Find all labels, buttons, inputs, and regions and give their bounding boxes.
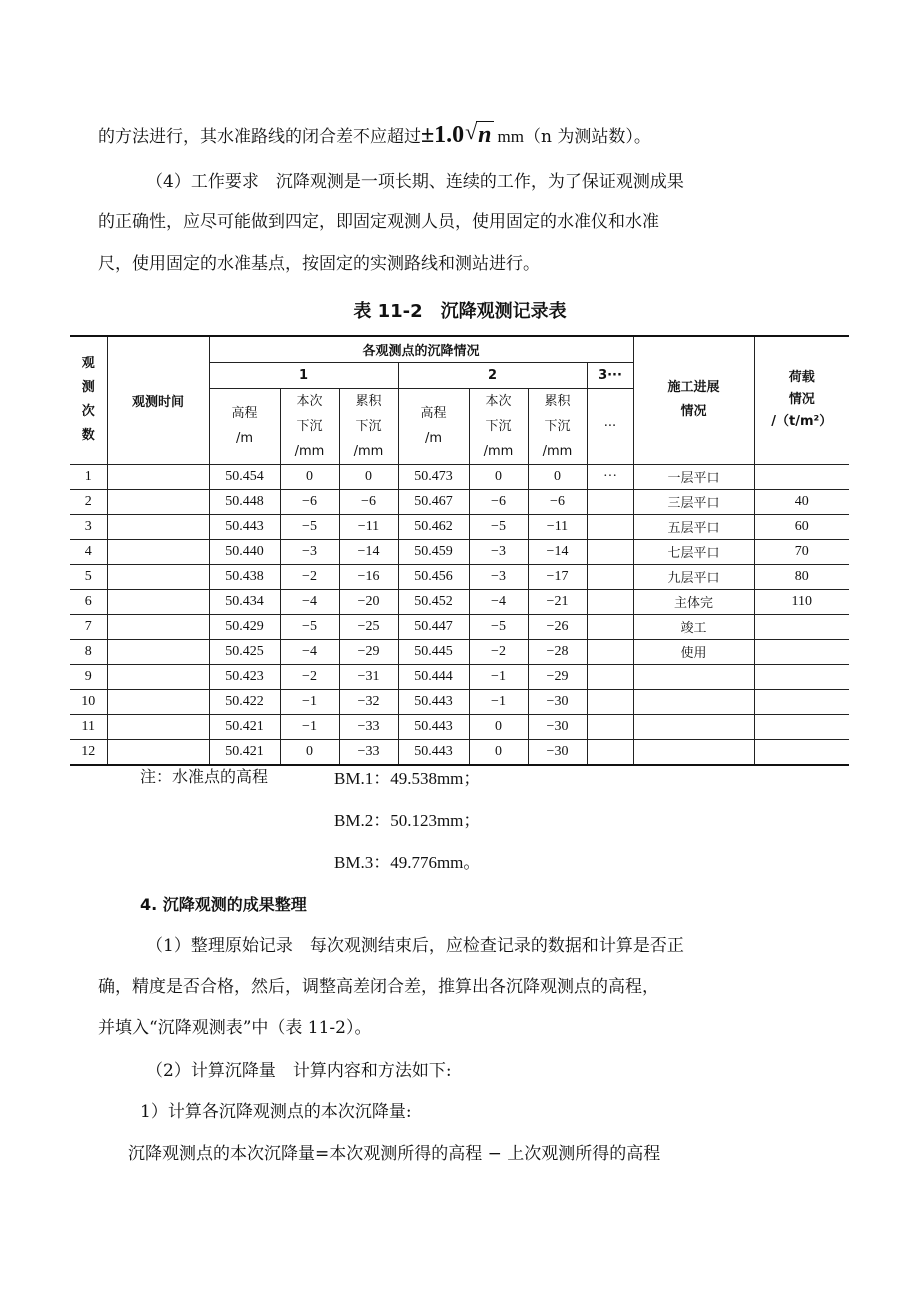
cell-c2: −30 (528, 689, 587, 714)
table-body (70, 464, 849, 765)
intro-line-1 (98, 119, 651, 148)
cell-s1: −4 (280, 639, 339, 664)
cell-s1: −5 (280, 514, 339, 539)
para4-line-2: 的正确性，应尽可能做到四定，即固定观测人员，使用固定的水准仪和水准 (98, 212, 659, 232)
cell-load: 110 (754, 589, 849, 614)
cell-e1: 50.421 (209, 739, 280, 765)
cell-p3 (587, 664, 633, 689)
para4-line-1: （4）工作要求 沉降观测是一项长期、连续的工作，为了保证观测成果 (146, 172, 684, 192)
formula-pm: ± (421, 122, 435, 148)
cell-load (754, 714, 849, 739)
cell-c2: −6 (528, 489, 587, 514)
cell-stage: 主体完 (633, 589, 754, 614)
cell-s1: −2 (280, 664, 339, 689)
cell-s1: −3 (280, 539, 339, 564)
cell-s1: −1 (280, 689, 339, 714)
cell-n: 6 (70, 589, 107, 614)
cell-time (107, 539, 209, 564)
intro-text: 的方法进行，其水准路线的闭合差不应超过 (98, 127, 421, 147)
cell-s2: −6 (469, 489, 528, 514)
cell-c2: −17 (528, 564, 587, 589)
cell-c1: −14 (339, 539, 398, 564)
cell-e1: 50.429 (209, 614, 280, 639)
para4-line-3: 尺，使用固定的水准基点，按固定的实测路线和测站进行。 (98, 254, 540, 274)
cell-e2: 50.444 (398, 664, 469, 689)
cell-s1: −4 (280, 589, 339, 614)
section-4-p1-line-2: 确，精度是否合格，然后，调整高差闭合差，推算出各沉降观测点的高程， (98, 977, 659, 997)
section-4-p3: 1）计算各沉降观测点的本次沉降量: (140, 1102, 412, 1122)
cell-time (107, 589, 209, 614)
cell-c1: −25 (339, 614, 398, 639)
cell-c1: −20 (339, 589, 398, 614)
cell-load (754, 689, 849, 714)
header-load: 荷载情况 /（t/m²） (754, 336, 849, 464)
cell-stage (633, 714, 754, 739)
table-row (70, 614, 849, 639)
table-row (70, 489, 849, 514)
cell-s2: −4 (469, 589, 528, 614)
table-row (70, 539, 849, 564)
benchmark-bm3: BM.3：49.776mm。 (334, 853, 481, 872)
benchmark-bm1: BM.1：49.538mm； (334, 769, 481, 788)
cell-e1: 50.422 (209, 689, 280, 714)
cell-s2: −5 (469, 614, 528, 639)
cell-c2: −11 (528, 514, 587, 539)
cell-s2: −5 (469, 514, 528, 539)
cell-time (107, 739, 209, 765)
header-construction: 施工进展情况 (633, 336, 754, 464)
cell-e1: 50.443 (209, 514, 280, 539)
cell-e2: 50.443 (398, 714, 469, 739)
cell-c1: −31 (339, 664, 398, 689)
header-total-settle-2: 累积下沉 /mm (528, 388, 587, 464)
cell-p3 (587, 714, 633, 739)
cell-c1: −33 (339, 714, 398, 739)
cell-p3 (587, 589, 633, 614)
cell-load: 80 (754, 564, 849, 589)
settlement-table (70, 335, 849, 766)
cell-s1: −1 (280, 714, 339, 739)
table-row (70, 464, 849, 489)
cell-n: 7 (70, 614, 107, 639)
cell-e1: 50.448 (209, 489, 280, 514)
cell-e2: 50.452 (398, 589, 469, 614)
cell-p3 (587, 739, 633, 765)
cell-time (107, 614, 209, 639)
cell-time (107, 689, 209, 714)
header-load-unit: /（t/m²） (771, 414, 833, 430)
section-4-p2: （2）计算沉降量 计算内容和方法如下: (146, 1061, 452, 1081)
sqrt-symbol: √ n (465, 119, 492, 148)
cell-n: 5 (70, 564, 107, 589)
section-4-p1-line-1: （1）整理原始记录 每次观测结束后，应检查记录的数据和计算是否正 (146, 936, 684, 956)
cell-n: 1 (70, 464, 107, 489)
cell-s2: 0 (469, 714, 528, 739)
cell-load (754, 639, 849, 664)
cell-e1: 50.421 (209, 714, 280, 739)
cell-p3 (587, 489, 633, 514)
cell-time (107, 714, 209, 739)
cell-time (107, 514, 209, 539)
cell-e2: 50.447 (398, 614, 469, 639)
header-elev-1: 高程 /m (209, 388, 280, 464)
cell-c2: −30 (528, 714, 587, 739)
cell-e2: 50.443 (398, 689, 469, 714)
header-obs-count: 观测次数 (70, 336, 107, 464)
closure-formula (421, 119, 494, 148)
cell-c2: −29 (528, 664, 587, 689)
cell-stage: 一层平口 (633, 464, 754, 489)
table-caption: 表 11-2 沉降观测记录表 (353, 301, 567, 322)
cell-p3 (587, 614, 633, 639)
cell-stage (633, 664, 754, 689)
cell-c2: −30 (528, 739, 587, 765)
formula-unit: mm (497, 127, 524, 146)
table-row (70, 589, 849, 614)
cell-p3 (587, 639, 633, 664)
cell-e1: 50.434 (209, 589, 280, 614)
cell-e1: 50.423 (209, 664, 280, 689)
cell-s1: −6 (280, 489, 339, 514)
cell-e2: 50.443 (398, 739, 469, 765)
cell-c2: −26 (528, 614, 587, 639)
cell-c2: −21 (528, 589, 587, 614)
cell-load (754, 739, 849, 765)
section-4-p1-line-3: 并填入“沉降观测表”中（表 11-2）。 (98, 1018, 372, 1038)
cell-s2: −1 (469, 664, 528, 689)
cell-stage: 竣工 (633, 614, 754, 639)
cell-c2: −28 (528, 639, 587, 664)
cell-n: 10 (70, 689, 107, 714)
table-header (70, 336, 849, 464)
cell-e2: 50.456 (398, 564, 469, 589)
cell-n: 8 (70, 639, 107, 664)
formula-n: n (478, 122, 492, 148)
cell-e2: 50.462 (398, 514, 469, 539)
cell-load (754, 614, 849, 639)
benchmark-note-label: 注：水准点的高程 (140, 767, 269, 786)
table-row (70, 664, 849, 689)
cell-s1: 0 (280, 739, 339, 765)
formula-number: 1.0 (434, 122, 465, 148)
cell-s1: −5 (280, 614, 339, 639)
header-this-settle-2: 本次下沉 /mm (469, 388, 528, 464)
cell-load: 70 (754, 539, 849, 564)
cell-n: 11 (70, 714, 107, 739)
cell-e2: 50.473 (398, 464, 469, 489)
cell-c1: −32 (339, 689, 398, 714)
cell-c1: −16 (339, 564, 398, 589)
cell-e1: 50.425 (209, 639, 280, 664)
cell-load (754, 664, 849, 689)
cell-s2: 0 (469, 464, 528, 489)
header-point-2: 2 (398, 362, 587, 388)
cell-stage: 七层平口 (633, 539, 754, 564)
cell-time (107, 464, 209, 489)
section-4-heading: 4. 沉降观测的成果整理 (140, 895, 307, 914)
cell-e2: 50.445 (398, 639, 469, 664)
header-point-3: 3··· (587, 362, 633, 388)
table-row (70, 714, 849, 739)
cell-c2: −14 (528, 539, 587, 564)
cell-s1: 0 (280, 464, 339, 489)
cell-e1: 50.440 (209, 539, 280, 564)
cell-c1: −6 (339, 489, 398, 514)
table-row (70, 514, 849, 539)
cell-n: 4 (70, 539, 107, 564)
cell-stage: 三层平口 (633, 489, 754, 514)
cell-n: 12 (70, 739, 107, 765)
cell-load (754, 464, 849, 489)
cell-c1: −11 (339, 514, 398, 539)
cell-time (107, 564, 209, 589)
cell-p3 (587, 539, 633, 564)
header-point-1: 1 (209, 362, 398, 388)
cell-load: 60 (754, 514, 849, 539)
cell-n: 3 (70, 514, 107, 539)
header-obs-time: 观测时间 (107, 336, 209, 464)
cell-p3: ··· (587, 464, 633, 489)
cell-c2: 0 (528, 464, 587, 489)
cell-e2: 50.467 (398, 489, 469, 514)
table-row (70, 689, 849, 714)
cell-p3 (587, 689, 633, 714)
cell-stage: 五层平口 (633, 514, 754, 539)
benchmark-bm2: BM.2：50.123mm； (334, 811, 481, 830)
table-row (70, 739, 849, 765)
cell-e1: 50.438 (209, 564, 280, 589)
table-row (70, 564, 849, 589)
header-total-settle-1: 累积下沉 /mm (339, 388, 398, 464)
cell-p3 (587, 564, 633, 589)
header-ellipsis: ··· (587, 388, 633, 464)
cell-stage (633, 689, 754, 714)
cell-load: 40 (754, 489, 849, 514)
cell-time (107, 664, 209, 689)
header-elev-2: 高程 /m (398, 388, 469, 464)
cell-p3 (587, 514, 633, 539)
cell-s2: −3 (469, 564, 528, 589)
header-this-settle-1: 本次下沉 /mm (280, 388, 339, 464)
cell-s2: −1 (469, 689, 528, 714)
cell-e2: 50.459 (398, 539, 469, 564)
cell-s2: 0 (469, 739, 528, 765)
header-points-group: 各观测点的沉降情况 (209, 336, 633, 362)
cell-s2: −2 (469, 639, 528, 664)
cell-c1: −29 (339, 639, 398, 664)
table-row (70, 639, 849, 664)
cell-stage (633, 739, 754, 765)
cell-n: 9 (70, 664, 107, 689)
cell-time (107, 639, 209, 664)
cell-stage: 使用 (633, 639, 754, 664)
cell-s2: −3 (469, 539, 528, 564)
cell-c1: 0 (339, 464, 398, 489)
cell-e1: 50.454 (209, 464, 280, 489)
section-4-p4: 沉降观测点的本次沉降量=本次观测所得的高程 − 上次观测所得的高程 (128, 1144, 661, 1164)
intro-tail: （n 为测站数）。 (523, 127, 651, 147)
cell-c1: −33 (339, 739, 398, 765)
cell-n: 2 (70, 489, 107, 514)
cell-s1: −2 (280, 564, 339, 589)
cell-stage: 九层平口 (633, 564, 754, 589)
cell-time (107, 489, 209, 514)
